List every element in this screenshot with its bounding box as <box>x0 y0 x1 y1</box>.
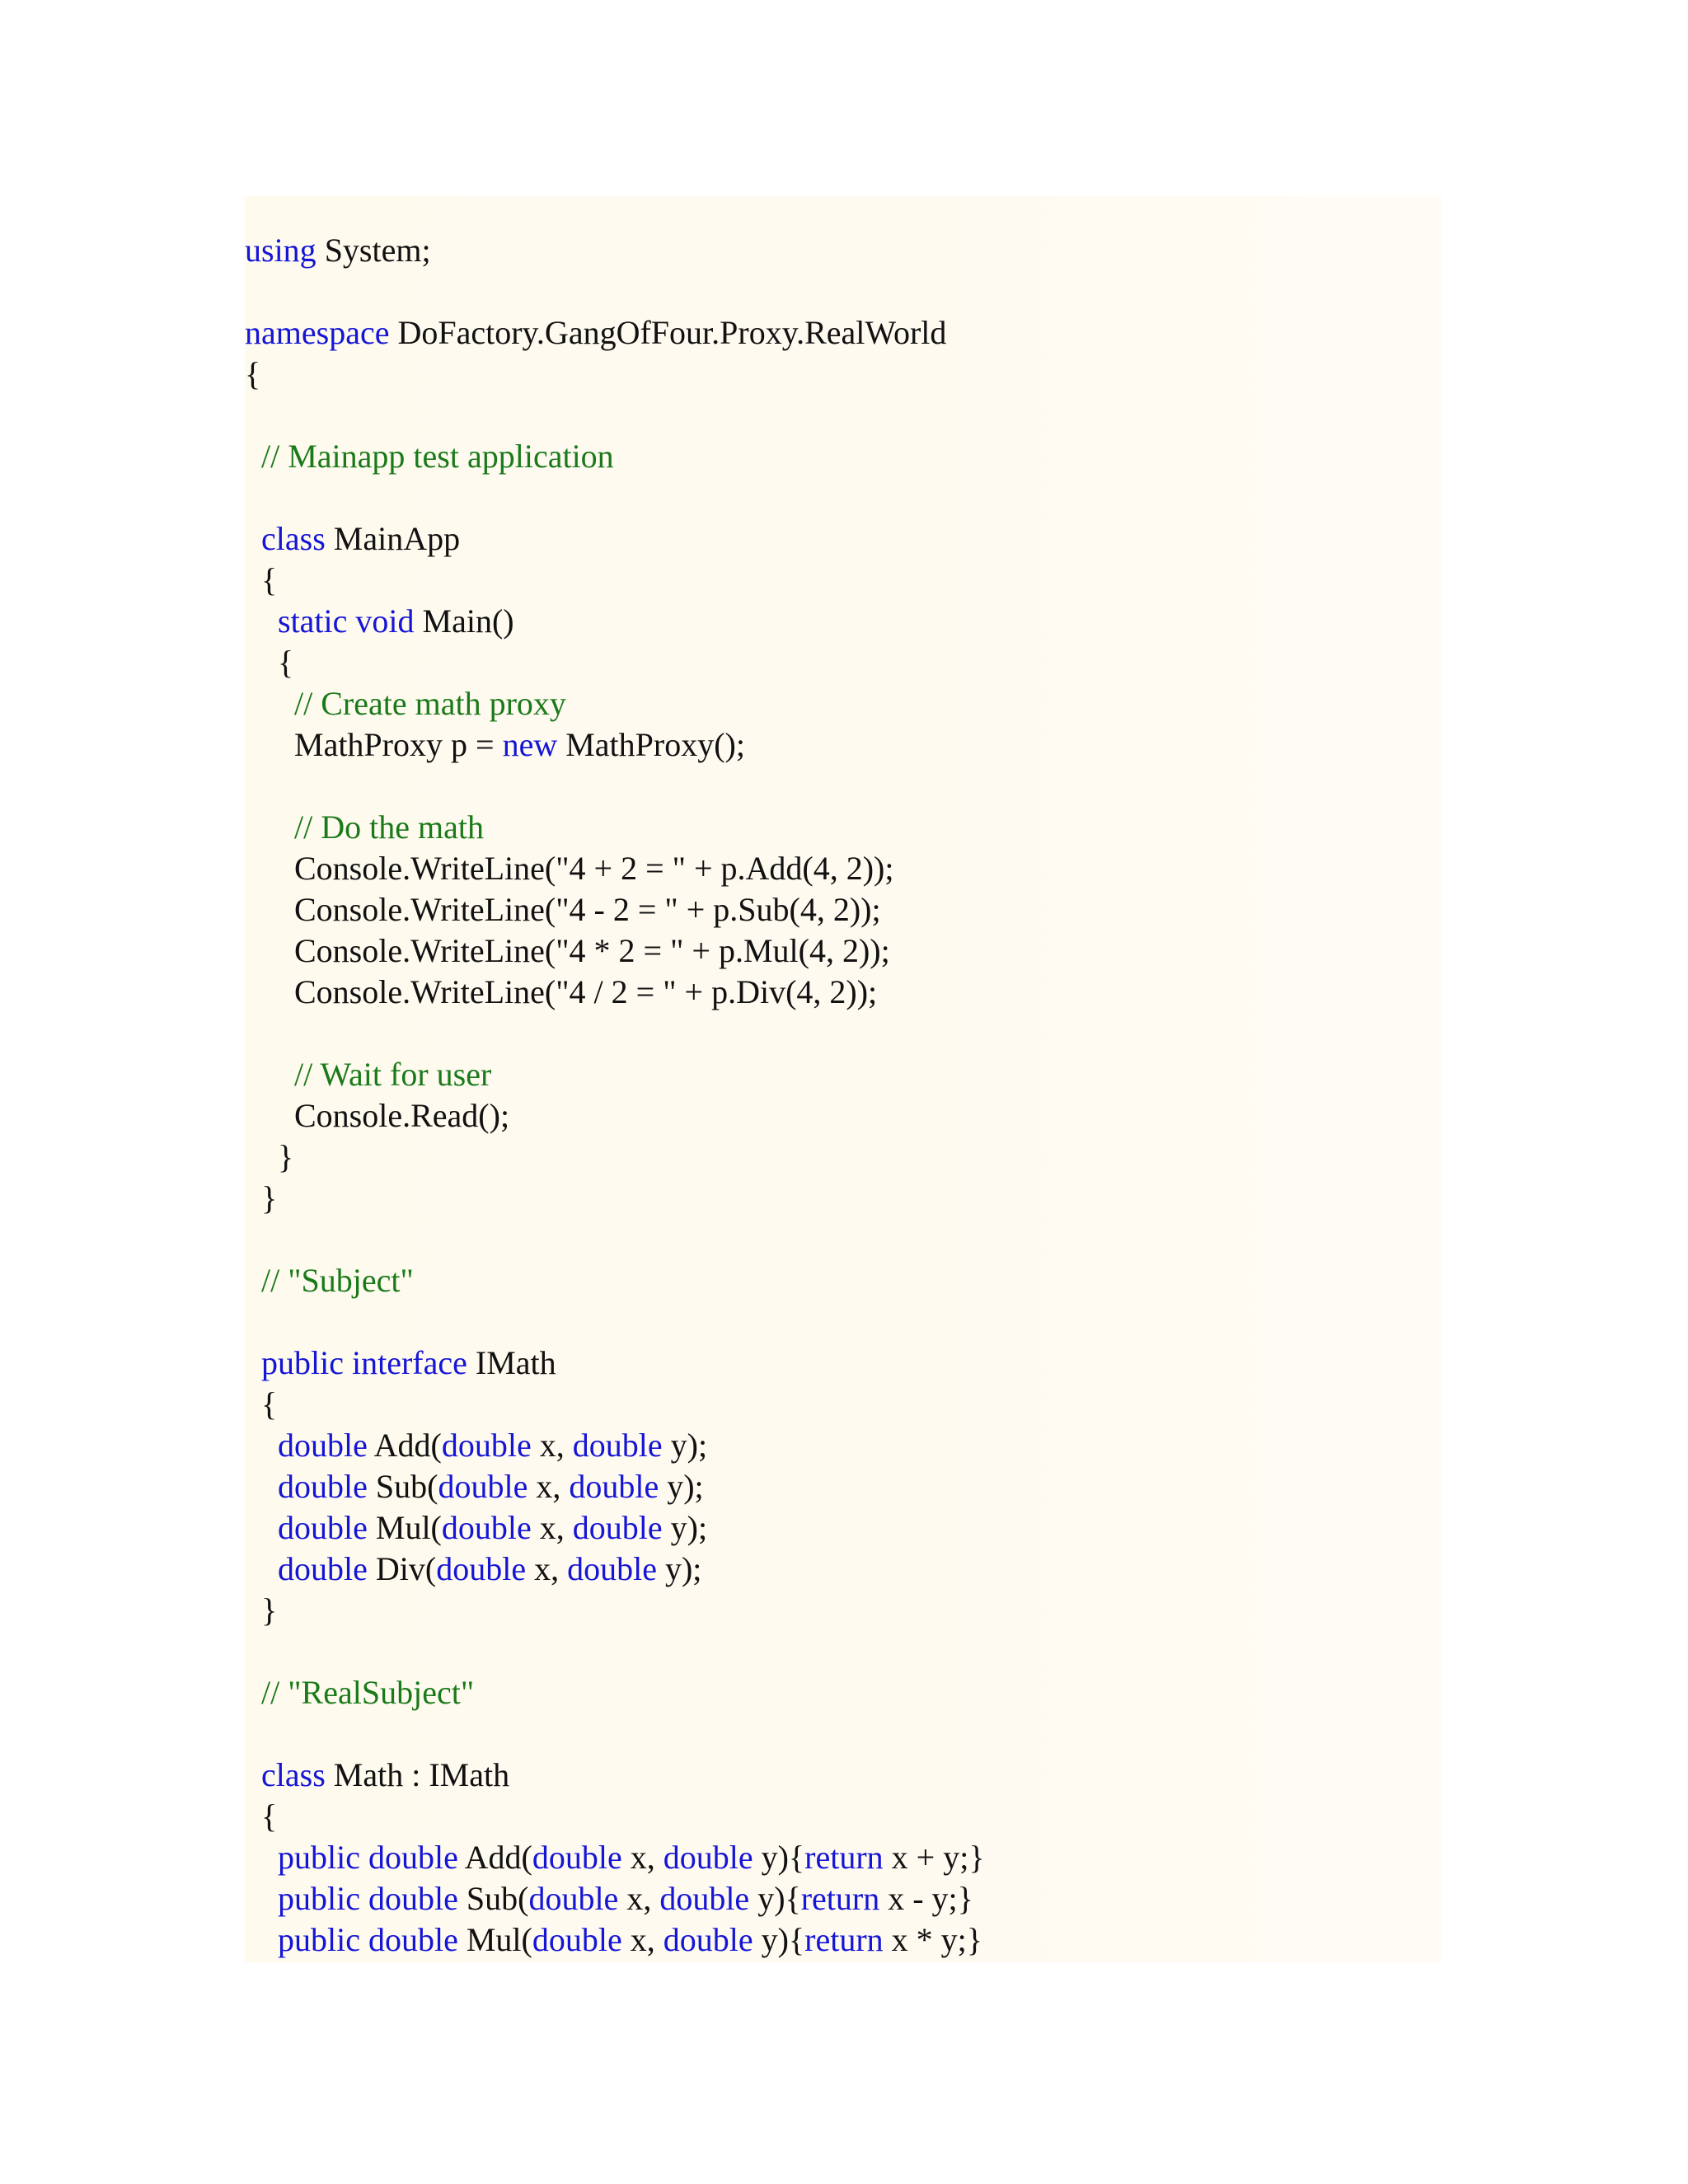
code-line <box>245 807 985 848</box>
code-line <box>245 683 985 724</box>
code-keyword: double <box>245 1427 368 1464</box>
code-line <box>245 1878 985 1919</box>
code-comment: // Do the math <box>245 808 484 846</box>
code-keyword: double <box>659 1880 750 1917</box>
code-comment: // Mainapp test application <box>245 438 614 475</box>
code-text: x - y;} <box>879 1880 973 1917</box>
code-line <box>245 642 985 683</box>
code-text: x, <box>528 1468 570 1505</box>
code-text: y){ <box>753 1921 805 1958</box>
code-text: Add( <box>367 1427 442 1464</box>
blank-line <box>245 1301 985 1343</box>
code-text: Math : IMath <box>325 1756 510 1793</box>
code-line <box>245 1054 985 1095</box>
code-keyword: double <box>572 1509 663 1546</box>
code-text: y); <box>656 1550 702 1587</box>
code-text: x, <box>621 1921 663 1958</box>
code-line <box>245 230 985 271</box>
code-line <box>245 1137 985 1178</box>
code-text: IMath <box>467 1344 556 1381</box>
blank-line <box>245 1631 985 1672</box>
code-text: Add( <box>457 1839 532 1876</box>
code-line <box>245 848 985 889</box>
code-text: x, <box>618 1880 660 1917</box>
code-comment: // "RealSubject" <box>245 1674 475 1711</box>
code-text: x * y;} <box>883 1921 982 1958</box>
code-block <box>245 196 1442 1962</box>
code-line <box>245 560 985 601</box>
code-text: Console.WriteLine("4 - 2 = " + p.Sub(4, 2)); <box>245 891 881 928</box>
code-line <box>245 1507 985 1549</box>
code-text: { <box>245 561 278 598</box>
code-text: DoFactory.GangOfFour.Proxy.RealWorld <box>389 314 947 351</box>
code-keyword: public double <box>245 1839 458 1876</box>
code-text: Main() <box>414 602 514 640</box>
code-line <box>245 1796 985 1837</box>
code-text: { <box>245 1385 278 1422</box>
code-line <box>245 518 985 560</box>
code-line <box>245 1755 985 1796</box>
code-text: y); <box>662 1509 708 1546</box>
blank-line <box>245 1013 985 1054</box>
code-keyword: double <box>528 1880 619 1917</box>
code-keyword: public double <box>245 1880 458 1917</box>
code-keyword: double <box>567 1550 657 1587</box>
code-keyword: return <box>804 1839 884 1876</box>
code-text: Mul( <box>457 1921 532 1958</box>
code-line <box>245 1837 985 1878</box>
code-text: y); <box>659 1468 704 1505</box>
code-lines <box>245 230 985 1961</box>
code-keyword: namespace <box>245 314 390 351</box>
code-text: } <box>245 1591 278 1629</box>
code-keyword: double <box>569 1468 659 1505</box>
code-text: x, <box>526 1550 568 1587</box>
code-text: x, <box>531 1509 573 1546</box>
blank-line <box>245 271 985 312</box>
code-text: y){ <box>753 1839 805 1876</box>
code-text: x, <box>621 1839 663 1876</box>
code-keyword: double <box>572 1427 663 1464</box>
code-text: MathProxy p = <box>245 726 503 763</box>
code-line <box>245 436 985 477</box>
code-line <box>245 1590 985 1631</box>
code-line <box>245 1466 985 1507</box>
blank-line <box>245 395 985 436</box>
code-keyword: class <box>245 520 326 557</box>
code-keyword: double <box>663 1839 753 1876</box>
blank-line <box>245 477 985 518</box>
code-comment: // Wait for user <box>245 1056 492 1093</box>
code-line <box>245 354 985 395</box>
code-text: Console.Read(); <box>245 1097 510 1134</box>
code-line <box>245 1095 985 1137</box>
code-line <box>245 889 985 930</box>
code-text: MainApp <box>325 520 461 557</box>
code-text: { <box>245 355 261 392</box>
code-keyword: double <box>436 1550 527 1587</box>
code-line <box>245 601 985 642</box>
code-text: { <box>245 1797 278 1835</box>
code-keyword: double <box>441 1509 532 1546</box>
code-text: Mul( <box>367 1509 442 1546</box>
code-keyword: using <box>245 232 316 269</box>
code-keyword: class <box>245 1756 326 1793</box>
code-line <box>245 1549 985 1590</box>
code-line <box>245 1260 985 1301</box>
code-line <box>245 724 985 766</box>
code-text: Div( <box>367 1550 437 1587</box>
code-text: y); <box>662 1427 708 1464</box>
code-text: Sub( <box>457 1880 529 1917</box>
code-keyword: double <box>245 1509 368 1546</box>
code-line <box>245 1672 985 1713</box>
code-keyword: double <box>532 1839 622 1876</box>
code-keyword: public interface <box>245 1344 467 1381</box>
code-keyword: double <box>663 1921 753 1958</box>
code-keyword: return <box>804 1921 884 1958</box>
blank-line <box>245 766 985 807</box>
code-text: System; <box>316 232 431 269</box>
code-keyword: double <box>438 1468 528 1505</box>
code-keyword: public double <box>245 1921 458 1958</box>
code-text: Console.WriteLine("4 + 2 = " + p.Add(4, 2)); <box>245 850 894 887</box>
code-line <box>245 930 985 972</box>
code-keyword: double <box>441 1427 532 1464</box>
code-keyword: double <box>245 1468 368 1505</box>
code-text: x + y;} <box>883 1839 985 1876</box>
code-keyword: double <box>245 1550 368 1587</box>
code-text: { <box>245 644 294 681</box>
code-text: Console.WriteLine("4 * 2 = " + p.Mul(4, 2)); <box>245 932 890 969</box>
code-comment: // Create math proxy <box>245 685 566 722</box>
code-line <box>245 1384 985 1425</box>
code-text: } <box>245 1179 278 1216</box>
code-line <box>245 1425 985 1466</box>
code-text: } <box>245 1138 294 1175</box>
blank-line <box>245 1713 985 1755</box>
code-comment: // "Subject" <box>245 1262 414 1299</box>
code-text: Sub( <box>367 1468 438 1505</box>
blank-line <box>245 1219 985 1260</box>
code-keyword: new <box>502 726 558 763</box>
code-keyword: static void <box>245 602 415 640</box>
code-line <box>245 972 985 1013</box>
code-text: MathProxy(); <box>557 726 745 763</box>
code-line <box>245 1343 985 1384</box>
code-keyword: return <box>800 1880 880 1917</box>
code-line <box>245 1178 985 1219</box>
code-text: Console.WriteLine("4 / 2 = " + p.Div(4, 2)); <box>245 973 878 1010</box>
code-keyword: double <box>532 1921 622 1958</box>
code-line <box>245 1919 985 1961</box>
code-text: y){ <box>749 1880 801 1917</box>
code-text: x, <box>531 1427 573 1464</box>
code-line <box>245 312 985 354</box>
